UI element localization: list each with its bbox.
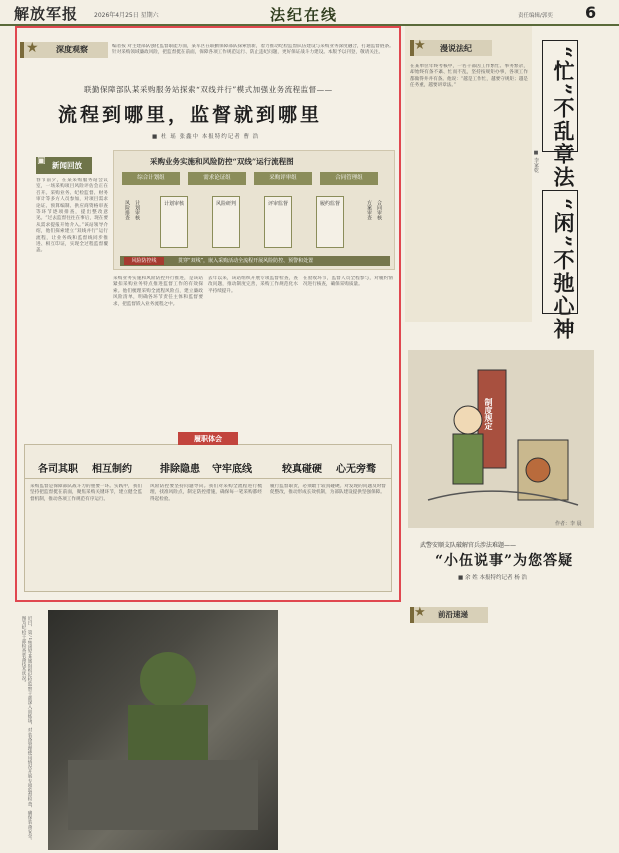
feature-byline: ■ 杜 瑶 张鑫中 本报特约记者 曹 浩 xyxy=(152,134,260,140)
duty-slogan: 守牢底线 xyxy=(212,464,252,475)
sub-feature-subheadline: 武警安顺支队破解官兵涉法难题—— xyxy=(420,542,517,549)
issue-date: 2026年4月25日 星期六 xyxy=(94,12,159,19)
duty-slogan: 相互制约 xyxy=(92,464,132,475)
sub-feature-byline: ■ 余 姓 本报特约记者 杨 浩 xyxy=(458,575,527,581)
feature-headline: 流程到哪里，监督就到哪里 xyxy=(58,104,323,126)
diagram-left-label: 计划审核 xyxy=(134,200,140,220)
diagram-right-label: 方案审查 xyxy=(366,200,372,220)
star-icon: ★ xyxy=(414,38,426,53)
diagram-left-label: 风险排查 xyxy=(124,200,130,220)
diagram-stage: 合同管理组 xyxy=(320,172,378,185)
news-column-2: 采购业务实施和风险防控并行推进，是该站紧扣采购业务特点推进监督工作的有效探索。他们梳理采购全流程风险点，建立廉政风险清单，明确各环节责任主体和监督要求，把监督嵌入业务流程之中。 xyxy=(113,276,203,307)
page-number: 6 xyxy=(585,3,597,22)
photo-caption: 近日，第71集团军某旅组织纪检监察干部深入训练场，对装备管理使用情况开展专项监督检查，确保装备安全。图为纪检干部检查装备技术状况。 xyxy=(21,616,32,843)
risk-control-label: 风险防控线 xyxy=(124,257,164,265)
risk-control-text: 贯穿“双线”，嵌入采购活动全流程开展风险防控、预警和处置 xyxy=(178,258,314,264)
cartoon-credit: 作者：李 晨 xyxy=(555,521,582,527)
diagram-title: 采购业务实施和风险防控“双线”运行流程图 xyxy=(150,157,294,166)
diagram-box: 履约监督 xyxy=(316,196,344,248)
cartoon-illustration xyxy=(408,350,594,528)
news-column-1: 春节前夕，在某采购服务站会议室，一场采购项目风险评估会正在召开。采购业务、纪检监督、财务审计等多方人员参加，对项目需求论证、预算编制、供应商资格审查等环节逐项排查，提出整改意见。“过去监督往往在事后，现在要从需求提报开始介入。”该站领导介绍，他们探索建立“双线并行”运行流程，让业务线和监督线同步推进、相互印证，实现全过程监督覆盖。 xyxy=(36,178,108,254)
commentary-tag: 漫说法纪 xyxy=(440,43,472,53)
news-tag: 新闻回放 xyxy=(52,161,82,170)
diagram-stage: 综合计划组 xyxy=(122,172,180,185)
section-title: 法纪在线 xyxy=(270,6,339,24)
star-icon: ★ xyxy=(414,605,426,620)
editor-note: 编者按 对主建部队强化监督职能方面，某军区在联勤保障部队探索创新，着力推动纪检监督队伍建设与采购业务深度融合，打通监督链条。针对采购领域廉政风险，把监督挺在前面，保障各项工作规范运行、防止违纪问题，更好保证战斗力建设。本版予以刊登，敬请关注。 xyxy=(112,44,394,55)
diagram-right-label: 合同审核 xyxy=(376,200,382,220)
duty-column-3: 履行监督职责，必须敢于较真碰硬。对发现的问题及时督促整改，推动形成长效机制，为部队建设提供坚强保障。 xyxy=(270,484,386,496)
news-icon: ▣ xyxy=(37,156,46,166)
duty-column-1: 采购监督是保障部队战斗力的重要一环。实践中，我们坚持把监督挺在前面，聚焦采购关键环节，建立健全监督机制，推动各项工作规范有序运行。 xyxy=(30,484,142,502)
diagram-box: 计划审核 xyxy=(160,196,188,248)
quote-title-2: “闲”不弛心神 xyxy=(551,198,576,342)
quote-title-1: “忙”不乱章法 xyxy=(551,46,576,190)
newspaper-logo: 解放军报 xyxy=(14,5,79,23)
commentary-author: ■ 李家乾 xyxy=(533,150,539,173)
diagram-box: 风险研判 xyxy=(212,196,240,248)
duty-column-2: 风险防控要坚持问题导向。我们对采购全流程进行梳理，找准风险点，制定防控措施，确保每一笔采购都经得起检验。 xyxy=(150,484,262,502)
duty-slogan: 各司其职 xyxy=(38,464,78,475)
cartoon-drawing xyxy=(408,350,594,528)
duty-slogan: 心无旁骛 xyxy=(336,464,376,475)
photo-drawing xyxy=(48,610,278,850)
feature-subheadline: 联勤保障部队某采购服务站探索“双线并行”模式加强业务流程监督—— xyxy=(84,85,333,94)
duty-tag: 履职体会 xyxy=(178,432,238,445)
duty-slogan: 较真碰硬 xyxy=(282,464,322,475)
diagram-box: 评审监督 xyxy=(264,196,292,248)
editor-credit: 责任编辑/郭奕 xyxy=(518,13,553,19)
cartoon-sign: 制度规定 xyxy=(484,398,494,430)
diagram-stage: 采购评审组 xyxy=(254,172,312,185)
commentary-body: 在某单位年终考核中，一名干部因工作繁忙、事务繁杂，却始终有条不紊、忙而不乱，坚持按规矩办事，各项工作都做得井井有条。他说：“越是工作忙，越要守规矩；越是任务重，越要讲章法。” xyxy=(410,64,528,89)
frontline-tag: 前沿速递 xyxy=(438,610,468,619)
star-icon: ★ xyxy=(26,40,39,56)
feature-tag: 深度观察 xyxy=(56,44,88,54)
sub-feature-headline: “小伍说事”为您答疑 xyxy=(435,553,574,569)
news-photo xyxy=(48,610,278,850)
diagram-stage: 需求论证组 xyxy=(188,172,246,185)
duty-divider xyxy=(24,478,392,479)
news-column-3: 去年以来，该站组织开展专项监督检查，查改问题，推动制度完善，采购工作规范化水平持续提升。 xyxy=(208,276,298,294)
news-column-4: 在验收环节，监督人员全程参与，对履约情况进行核查，确保采购质量。 xyxy=(303,276,393,288)
process-diagram xyxy=(113,150,395,270)
duty-slogan: 排除隐患 xyxy=(160,464,200,475)
